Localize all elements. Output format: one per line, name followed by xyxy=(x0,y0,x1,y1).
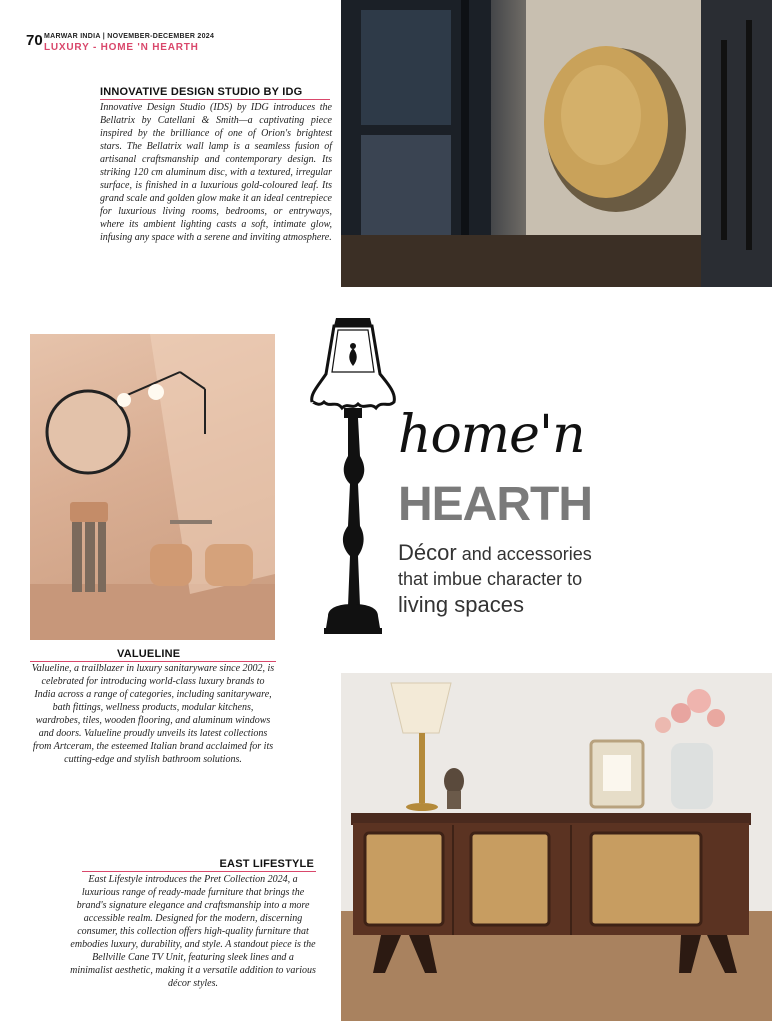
tv-unit-photo xyxy=(341,673,772,1021)
magazine-issue: MARWAR INDIA | NOVEMBER-DECEMBER 2024 xyxy=(44,33,215,40)
idg-divider xyxy=(100,99,330,100)
deck-line-2: that imbue character to xyxy=(398,569,583,589)
feature-title-script: home'n xyxy=(398,405,585,465)
east-lifestyle-divider xyxy=(82,871,316,872)
feature-deck xyxy=(398,540,658,617)
floor-lamp-icon xyxy=(308,316,398,646)
east-lifestyle-body: East Lifestyle introduces the Pret Collection 2024, a luxurious range of ready-made furniture that brings the brand's signature elegance and craftsmanship into a more accessible realm. Designed for the modern, discerning consumer, this collection offers high-quality furniture that embodies luxury, durability, and style. A standout piece is the Bellville Cane TV Unit, featuring sleek lines and a minimalist aesthetic, making it a versatile addition to various décor styles. xyxy=(70,874,316,989)
page-number: 70 xyxy=(26,32,43,49)
valueline-bathroom-photo xyxy=(30,334,275,640)
bathroom-illustration xyxy=(30,334,275,640)
deck-line-3: living spaces xyxy=(398,592,524,617)
section-label: LUXURY - HOME 'N HEARTH xyxy=(44,42,199,53)
bellatrix-lamp-illustration xyxy=(341,0,772,287)
feature-title-block: HEARTH xyxy=(398,478,592,531)
valueline-heading: VALUELINE xyxy=(117,648,181,660)
deck-line-1: and accessories xyxy=(456,544,592,564)
valueline-body: Valueline, a trailblazer in luxury sanitaryware since 2002, is celebrated for introducing world-class luxury brands to India across a range of categories, including sanitaryware, bath fittings, wellness products, modular kitchens, wardrobes, tiles, wooden flooring, and aluminum windows and doors. Valueline proudly unveils its latest collections from Artceram, the esteemed Italian brand acclaimed for its cutting-edge and stylish bathroom solutions. xyxy=(31,663,275,765)
deck-word-decor: Décor xyxy=(398,540,457,565)
tv-unit-illustration xyxy=(341,673,772,1021)
idg-body: Innovative Design Studio (IDS) by IDG introduces the Bellatrix by Catellani & Smith—a captivating piece inspired by the brilliance of one of Orion's brightest stars. The Bellatrix wall lamp is a seamless fusion of artisanal craftsmanship and contemporary design. Its striking 120 cm aluminum disc, with a textured, irregular surface, is finished in a luxurious gold-coloured leaf. Its grand scale and golden glow make it an ideal centrepiece for luxurious living rooms, bedrooms, or entryways, where its ambient lighting casts a soft, intimate glow, infusing any space with a serene and inviting atmosphere. xyxy=(100,102,332,243)
bellatrix-lamp-photo xyxy=(341,0,772,287)
idg-heading: INNOVATIVE DESIGN STUDIO BY IDG xyxy=(100,86,303,98)
east-lifestyle-heading: EAST LIFESTYLE xyxy=(219,858,314,870)
